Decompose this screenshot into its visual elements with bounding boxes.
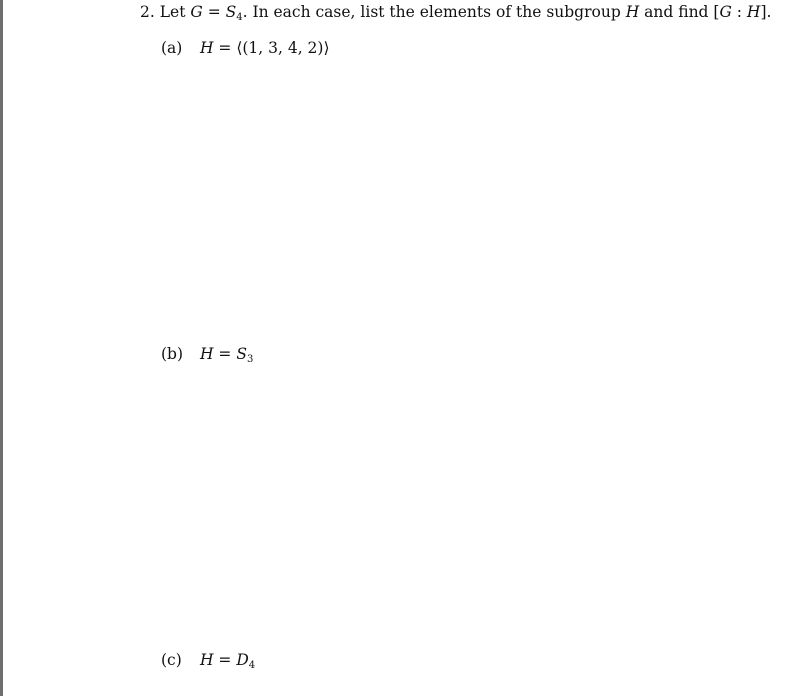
part-c bbox=[161, 650, 255, 673]
part-lhs: H bbox=[199, 345, 214, 363]
problem-statement-text: . In each case, list the elements of the subgroup bbox=[242, 3, 621, 21]
part-rhs-subscript: 4 bbox=[248, 660, 256, 671]
part-rhs: D4 bbox=[236, 651, 256, 671]
part-equals: = bbox=[213, 345, 237, 363]
problem-number: 2. bbox=[140, 3, 155, 21]
part-a bbox=[161, 38, 330, 58]
part-label: (b) bbox=[161, 345, 184, 363]
part-label: (a) bbox=[161, 39, 183, 57]
math-colon: : bbox=[731, 3, 747, 21]
part-lhs: H bbox=[199, 39, 214, 57]
part-equals: = bbox=[213, 651, 237, 669]
math-S: S4 bbox=[225, 3, 243, 23]
math-G: G bbox=[190, 3, 203, 21]
math-H-index: H bbox=[746, 3, 761, 21]
part-rhs: ⟨(1, 3, 4, 2)⟩ bbox=[236, 39, 330, 57]
answer-space-b[interactable] bbox=[161, 368, 761, 648]
part-rhs: S3 bbox=[236, 345, 254, 365]
answer-space-a[interactable] bbox=[161, 62, 761, 342]
problem-intro: Let bbox=[159, 3, 186, 21]
math-S-subscript: 4 bbox=[236, 12, 243, 23]
math-H: H bbox=[625, 3, 640, 21]
part-equals: = bbox=[213, 39, 237, 57]
part-b bbox=[161, 344, 253, 367]
problem-end: ]. bbox=[760, 3, 772, 21]
part-label: (c) bbox=[161, 651, 182, 669]
math-equals: = bbox=[202, 3, 226, 21]
part-rhs-subscript: 3 bbox=[246, 354, 254, 365]
part-lhs: H bbox=[199, 651, 214, 669]
problem-statement bbox=[140, 2, 771, 25]
math-G-index: G bbox=[719, 3, 732, 21]
problem-find-text: and find [ bbox=[644, 3, 720, 21]
